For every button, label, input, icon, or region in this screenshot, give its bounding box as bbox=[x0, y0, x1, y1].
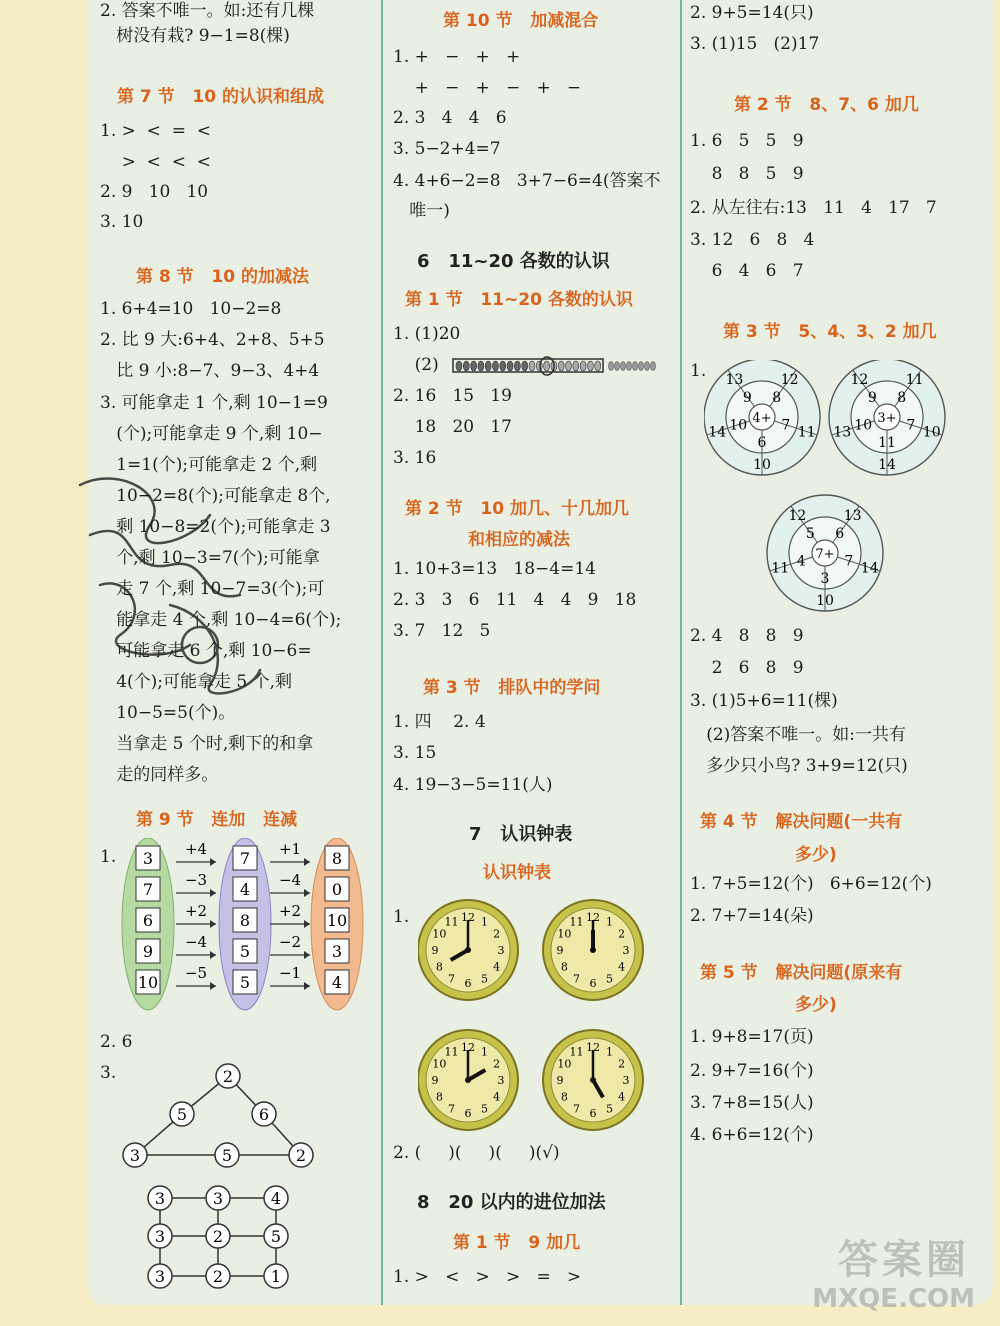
clock-number: 11 bbox=[444, 1045, 459, 1059]
answer-line: 1. (1)20 bbox=[393, 324, 461, 344]
answer-line: 比 9 小:8−7、9−3、4+4 bbox=[100, 361, 320, 381]
clock-faces bbox=[418, 898, 658, 1138]
answer-line: 2. 3 4 4 6 bbox=[393, 108, 507, 128]
bead bbox=[463, 361, 469, 371]
answer-line: 2. 9 10 10 bbox=[100, 182, 209, 202]
chapter-title: 7 认识钟表 bbox=[469, 824, 573, 845]
wheel-outer-value: 10 bbox=[816, 593, 834, 609]
answer-line: 2. 3 3 6 11 4 4 9 18 bbox=[393, 590, 637, 610]
section-heading: 第 3 节 排队中的学问 bbox=[423, 678, 601, 698]
grid-node-value: 2 bbox=[212, 1227, 224, 1246]
section-heading: 第 7 节 10 的认识和组成 bbox=[117, 87, 324, 107]
answer-line: 1. > < > > = > bbox=[393, 1267, 582, 1287]
answer-line: 3. 5−2+4=7 bbox=[393, 139, 501, 159]
wheel-outer-value: 13 bbox=[833, 424, 852, 441]
operation-label: −4 bbox=[278, 871, 302, 889]
operation-label: −1 bbox=[278, 964, 302, 982]
bead bbox=[633, 362, 638, 371]
grid-node-value: 5 bbox=[270, 1227, 282, 1246]
clock-number: 2 bbox=[493, 1057, 501, 1071]
answer-line: 1. 9+8=17(页) bbox=[690, 1027, 814, 1047]
grid-node-value: 1 bbox=[270, 1267, 282, 1286]
grid-node-value: 4 bbox=[270, 1189, 282, 1208]
clock-number: 6 bbox=[464, 977, 472, 990]
clock-number: 5 bbox=[606, 1102, 613, 1116]
section-heading: 第 1 节 9 加几 bbox=[453, 1233, 581, 1253]
answer-line: 4. 4+6−2=8 3+7−6=4(答案不 bbox=[393, 171, 661, 191]
answer-line: 2. 6 bbox=[100, 1032, 133, 1052]
arrow-head bbox=[210, 858, 216, 866]
number-box-value: 5 bbox=[239, 973, 251, 992]
answer-line: 18 20 17 bbox=[393, 417, 512, 437]
clock-number: 7 bbox=[573, 1102, 580, 1116]
wheel-inner-value: 6 bbox=[757, 435, 767, 451]
wheel-inner-value: 10 bbox=[729, 417, 748, 434]
answer-line: + − + − + − bbox=[393, 78, 582, 98]
answer-line: 1. > < = < bbox=[100, 121, 212, 141]
wheel-inner-value: 8 bbox=[772, 389, 782, 406]
clock-number: 11 bbox=[444, 915, 459, 929]
section-heading: 第 8 节 10 的加减法 bbox=[136, 267, 309, 287]
triangle-node-value: 2 bbox=[295, 1146, 307, 1165]
watermark bbox=[795, 1228, 1000, 1326]
number-box-value: 7 bbox=[239, 849, 251, 868]
wheel-outer-value: 14 bbox=[860, 560, 879, 577]
answer-line: 树没有栽? 9−1=8(棵) bbox=[100, 26, 290, 46]
bead bbox=[621, 362, 626, 371]
clock-number: 12 bbox=[586, 911, 600, 924]
answer-line: 3. (1)5+6=11(棵) bbox=[690, 691, 838, 711]
clock-number: 11 bbox=[569, 1045, 584, 1059]
answer-line: 能拿走 4 个,剩 10−4=6(个); bbox=[100, 610, 342, 630]
wheel-center-label: 3+ bbox=[877, 411, 897, 426]
clock-number: 6 bbox=[589, 1107, 597, 1120]
bead bbox=[580, 361, 586, 371]
wheel-inner-value: 5 bbox=[805, 525, 815, 542]
bead bbox=[615, 362, 620, 371]
wheel-inner-value: 7 bbox=[781, 417, 791, 434]
arrow-head bbox=[304, 920, 310, 928]
wheel-outer-value: 12 bbox=[788, 507, 807, 524]
number-box-value: 4 bbox=[331, 973, 343, 992]
clock-number: 9 bbox=[431, 1074, 439, 1087]
answer-line: 3. 7+8=15(人) bbox=[690, 1093, 814, 1113]
triangle-node-value: 2 bbox=[222, 1067, 234, 1086]
bead bbox=[587, 361, 593, 371]
answer-line: (2) bbox=[393, 355, 439, 375]
bead bbox=[651, 362, 656, 371]
clock-number: 4 bbox=[618, 960, 626, 974]
answer-line: 当拿走 5 个时,剩下的和拿 bbox=[100, 734, 314, 754]
answer-line: 6 4 6 7 bbox=[690, 261, 804, 281]
wheel-center-label: 4+ bbox=[752, 411, 772, 426]
clock-number: 8 bbox=[435, 1090, 443, 1104]
number-triangle-diagram bbox=[118, 1060, 318, 1170]
clock-number: 8 bbox=[435, 960, 443, 974]
wheel-outer-value: 13 bbox=[725, 371, 744, 388]
clock-number: 1 bbox=[481, 915, 488, 929]
section-heading: 第 9 节 连加 连减 bbox=[136, 810, 298, 830]
bead bbox=[522, 361, 528, 371]
answer-line: 1. 6 5 5 9 bbox=[690, 131, 804, 151]
answer-line: 1. bbox=[690, 361, 707, 381]
watermark-logo: 答案圈 bbox=[838, 1237, 970, 1283]
column-divider bbox=[381, 0, 383, 1305]
wheel-inner-value: 8 bbox=[897, 389, 907, 406]
triangle-node-value: 5 bbox=[221, 1146, 233, 1165]
answer-line: 1. 6+4=10 10−2=8 bbox=[100, 299, 282, 319]
section-heading: 多少) bbox=[795, 995, 837, 1015]
operation-label: +2 bbox=[184, 902, 208, 920]
answer-line: 2. 16 15 19 bbox=[393, 386, 512, 406]
number-box-value: 3 bbox=[142, 849, 154, 868]
number-box-value: 8 bbox=[239, 911, 251, 930]
operation-label: −5 bbox=[184, 964, 208, 982]
wheel-inner-value: 7 bbox=[906, 417, 916, 434]
clock-number: 3 bbox=[497, 1074, 505, 1087]
clock-number: 10 bbox=[432, 1057, 447, 1071]
bead bbox=[566, 361, 572, 371]
clock-number: 2 bbox=[618, 927, 626, 941]
bead bbox=[645, 362, 650, 371]
arrow-head bbox=[304, 982, 310, 990]
wheel-inner-value: 3 bbox=[820, 571, 830, 587]
chapter-title: 6 11~20 各数的认识 bbox=[417, 251, 610, 272]
number-box-value: 9 bbox=[142, 942, 154, 961]
answer-line: (个);可能拿走 9 个,剩 10− bbox=[100, 424, 323, 444]
number-box-value: 5 bbox=[239, 942, 251, 961]
clock-number: 6 bbox=[589, 977, 597, 990]
bead bbox=[507, 361, 513, 371]
wheel-outer-value: 12 bbox=[780, 371, 799, 388]
triangle-node-value: 5 bbox=[176, 1105, 188, 1124]
number-box-value: 10 bbox=[137, 973, 159, 992]
clock-number: 12 bbox=[586, 1041, 600, 1054]
answer-line: 8 8 5 9 bbox=[690, 164, 804, 184]
answer-line: 3. 15 bbox=[393, 743, 437, 763]
section-heading: 第 1 节 11~20 各数的认识 bbox=[405, 290, 633, 310]
wheel-outer-value: 13 bbox=[843, 507, 862, 524]
grid-node-value: 3 bbox=[154, 1267, 166, 1286]
arrow-head bbox=[304, 951, 310, 959]
clock-number: 9 bbox=[556, 1074, 564, 1087]
number-box-value: 6 bbox=[142, 911, 154, 930]
bead bbox=[627, 362, 632, 371]
clock-pivot bbox=[465, 947, 471, 953]
answer-line: 2. 9+5=14(只) bbox=[690, 3, 814, 23]
answer-line: 1. 四 2. 4 bbox=[393, 712, 486, 732]
number-box-value: 10 bbox=[326, 911, 348, 930]
clock-number: 9 bbox=[556, 944, 564, 957]
arrow-head bbox=[210, 982, 216, 990]
number-box-value: 8 bbox=[331, 849, 343, 868]
triangle-node-value: 3 bbox=[129, 1146, 141, 1165]
bead bbox=[485, 361, 491, 371]
wheel-outer-value: 11 bbox=[797, 424, 816, 441]
wheel-center-label: 7+ bbox=[815, 547, 835, 562]
wheel-inner-value: 11 bbox=[878, 435, 896, 451]
clock-pivot bbox=[590, 1077, 596, 1083]
wheel-outer-value: 10 bbox=[753, 457, 771, 473]
section-heading: 第 5 节 解决问题(原来有 bbox=[700, 963, 903, 983]
answer-line: 2. 7+7=14(朵) bbox=[690, 906, 814, 926]
handwriting-scribble bbox=[60, 455, 293, 705]
answer-line: 走 7 个,剩 10−7=3(个);可 bbox=[100, 579, 325, 599]
number-box-value: 7 bbox=[142, 880, 154, 899]
clock-number: 1 bbox=[606, 915, 613, 929]
wheel-inner-value: 9 bbox=[867, 389, 877, 406]
answer-line: 4. 19−3−5=11(人) bbox=[393, 775, 553, 795]
wheel-outer-value: 11 bbox=[905, 371, 924, 388]
bead bbox=[609, 362, 614, 371]
chapter-title: 8 20 以内的进位加法 bbox=[417, 1192, 606, 1213]
answer-line: 4. 6+6=12(个) bbox=[690, 1125, 814, 1145]
answer-line: 1. bbox=[393, 907, 410, 927]
answer-line: 3. 7 12 5 bbox=[393, 621, 491, 641]
answer-line: 3. 可能拿走 1 个,剩 10−1=9 bbox=[100, 393, 328, 413]
section-heading: 多少) bbox=[795, 845, 837, 865]
wheel-outer-value: 12 bbox=[850, 371, 869, 388]
column-left bbox=[100, 0, 372, 1305]
bead-string-diagram bbox=[451, 356, 661, 376]
section-heading: 认识钟表 bbox=[483, 863, 551, 883]
add-subtract-chain-diagram bbox=[100, 838, 372, 1018]
clock-number: 2 bbox=[618, 1057, 626, 1071]
answer-line: 2. ( )( )( )(√) bbox=[393, 1143, 560, 1163]
arrow-head bbox=[304, 889, 310, 897]
clock-number: 12 bbox=[461, 911, 475, 924]
number-box-value: 3 bbox=[331, 942, 343, 961]
column-right bbox=[690, 0, 970, 1305]
clock-pivot bbox=[465, 1077, 471, 1083]
answer-line: 10−2=8(个);可能拿走 8个, bbox=[100, 486, 331, 506]
clock-number: 10 bbox=[432, 927, 447, 941]
answer-line: 走的同样多。 bbox=[100, 765, 219, 785]
clock-number: 1 bbox=[481, 1045, 488, 1059]
wheel-inner-value: 10 bbox=[854, 417, 873, 434]
grid-node-value: 3 bbox=[154, 1189, 166, 1208]
column-divider bbox=[680, 0, 682, 1305]
section-heading: 第 10 节 加减混合 bbox=[443, 11, 599, 31]
bead bbox=[456, 361, 462, 371]
clock-number: 2 bbox=[493, 927, 501, 941]
answer-line: > < < < bbox=[100, 152, 212, 172]
answer-line: (2)答案不唯一。如:一共有 bbox=[690, 725, 907, 745]
answer-line: 2 6 8 9 bbox=[690, 658, 804, 678]
wheel-inner-value: 7 bbox=[844, 553, 854, 570]
section-heading: 第 2 节 8、7、6 加几 bbox=[734, 95, 919, 115]
answer-line: 1. bbox=[100, 847, 117, 867]
operation-label: −2 bbox=[278, 933, 302, 951]
answer-line: 2. 从左往右:13 11 4 17 7 bbox=[690, 198, 937, 218]
section-heading: 第 4 节 解决问题(一共有 bbox=[700, 812, 903, 832]
wheel-outer-value: 14 bbox=[708, 424, 727, 441]
number-box-value: 0 bbox=[331, 880, 343, 899]
answer-line: 3. 16 bbox=[393, 448, 437, 468]
section-heading: 第 3 节 5、4、3、2 加几 bbox=[723, 322, 937, 342]
clock-number: 7 bbox=[448, 972, 455, 986]
triangle-node-value: 6 bbox=[258, 1105, 270, 1124]
clock-number: 3 bbox=[622, 1074, 630, 1087]
wheel-inner-value: 6 bbox=[835, 525, 845, 542]
answer-line: 1. 10+3=13 18−4=14 bbox=[393, 559, 596, 579]
operation-label: +1 bbox=[278, 840, 302, 858]
answer-line: 10−5=5(个)。 bbox=[100, 703, 236, 723]
clock-number: 10 bbox=[557, 1057, 572, 1071]
answer-line: 1. + − + + bbox=[393, 47, 521, 67]
bead bbox=[573, 361, 579, 371]
clock-number: 1 bbox=[606, 1045, 613, 1059]
clock-number: 9 bbox=[431, 944, 439, 957]
clock-number: 3 bbox=[622, 944, 630, 957]
grid-node-value: 3 bbox=[154, 1227, 166, 1246]
bead bbox=[558, 361, 564, 371]
answer-line: 3. 10 bbox=[100, 212, 144, 232]
clock-number: 4 bbox=[618, 1090, 626, 1104]
answer-line: 2. 4 8 8 9 bbox=[690, 626, 804, 646]
answer-line: 3. 12 6 8 4 bbox=[690, 230, 815, 250]
answer-line: 唯一) bbox=[393, 201, 450, 221]
clock-number: 5 bbox=[606, 972, 613, 986]
answer-line: 1. 7+5=12(个) 6+6=12(个) bbox=[690, 874, 932, 894]
grid-node-value: 3 bbox=[212, 1189, 224, 1208]
operation-label: +4 bbox=[184, 840, 208, 858]
operation-label: +2 bbox=[278, 902, 302, 920]
answer-line: 3. (1)15 (2)17 bbox=[690, 34, 820, 54]
arrow-head bbox=[304, 858, 310, 866]
grid-node-value: 2 bbox=[212, 1267, 224, 1286]
clock-number: 5 bbox=[481, 972, 488, 986]
arrow-head bbox=[210, 889, 216, 897]
bead bbox=[639, 362, 644, 371]
answer-line: 2. 9+7=16(个) bbox=[690, 1061, 814, 1081]
section-heading: 第 2 节 10 加几、十几加几 bbox=[405, 499, 629, 519]
clock-number: 4 bbox=[493, 960, 501, 974]
clock-number: 4 bbox=[493, 1090, 501, 1104]
wheel-outer-value: 10 bbox=[922, 424, 941, 441]
clock-number: 3 bbox=[497, 944, 505, 957]
bead bbox=[529, 361, 535, 371]
answer-line: 2. 比 9 大:6+4、2+8、5+5 bbox=[100, 330, 325, 350]
operation-label: −4 bbox=[184, 933, 208, 951]
answer-line: 多少只小鸟? 3+9=12(只) bbox=[690, 756, 908, 776]
clock-number: 7 bbox=[573, 972, 580, 986]
clock-number: 10 bbox=[557, 927, 572, 941]
clock-number: 8 bbox=[560, 960, 568, 974]
bead bbox=[493, 361, 499, 371]
clock-number: 12 bbox=[461, 1041, 475, 1054]
clock-number: 11 bbox=[569, 915, 584, 929]
bead bbox=[514, 361, 520, 371]
answer-line: 1=1(个);可能拿走 2 个,剩 bbox=[100, 455, 318, 475]
answer-line: 剩 10−8=2(个);可能拿走 3 bbox=[100, 517, 331, 537]
number-box-value: 4 bbox=[239, 880, 251, 899]
clock-number: 5 bbox=[481, 1102, 488, 1116]
bead bbox=[544, 361, 550, 371]
number-grid-diagram bbox=[140, 1180, 310, 1295]
clock-number: 6 bbox=[464, 1107, 472, 1120]
column-middle bbox=[393, 0, 673, 1305]
wheel-inner-value: 4 bbox=[796, 553, 806, 570]
answer-line: 3. bbox=[100, 1063, 117, 1083]
answer-line: 2. 答案不唯一。如:还有几棵 bbox=[100, 1, 315, 21]
clock-number: 8 bbox=[560, 1090, 568, 1104]
operation-label: −3 bbox=[184, 871, 208, 889]
arrow-head bbox=[210, 920, 216, 928]
clock-number: 7 bbox=[448, 1102, 455, 1116]
wheel-outer-value: 14 bbox=[878, 457, 896, 473]
answer-line: 个,剩 10−3=7(个);可能拿 bbox=[100, 548, 320, 568]
bead bbox=[500, 361, 506, 371]
arrow-head bbox=[210, 951, 216, 959]
bead bbox=[471, 361, 477, 371]
wheel-inner-value: 9 bbox=[742, 389, 752, 406]
addition-wheels bbox=[704, 360, 964, 620]
bead bbox=[478, 361, 484, 371]
watermark-site: MXQE.COM bbox=[812, 1284, 975, 1314]
bead bbox=[595, 361, 601, 371]
section-heading: 和相应的减法 bbox=[468, 530, 570, 550]
answer-line: 4(个);可能拿走 5 个,剩 bbox=[100, 672, 293, 692]
clock-pivot bbox=[590, 947, 596, 953]
wheel-outer-value: 11 bbox=[771, 560, 790, 577]
answer-line: 可能拿走 6 个,剩 10−6= bbox=[100, 641, 312, 661]
